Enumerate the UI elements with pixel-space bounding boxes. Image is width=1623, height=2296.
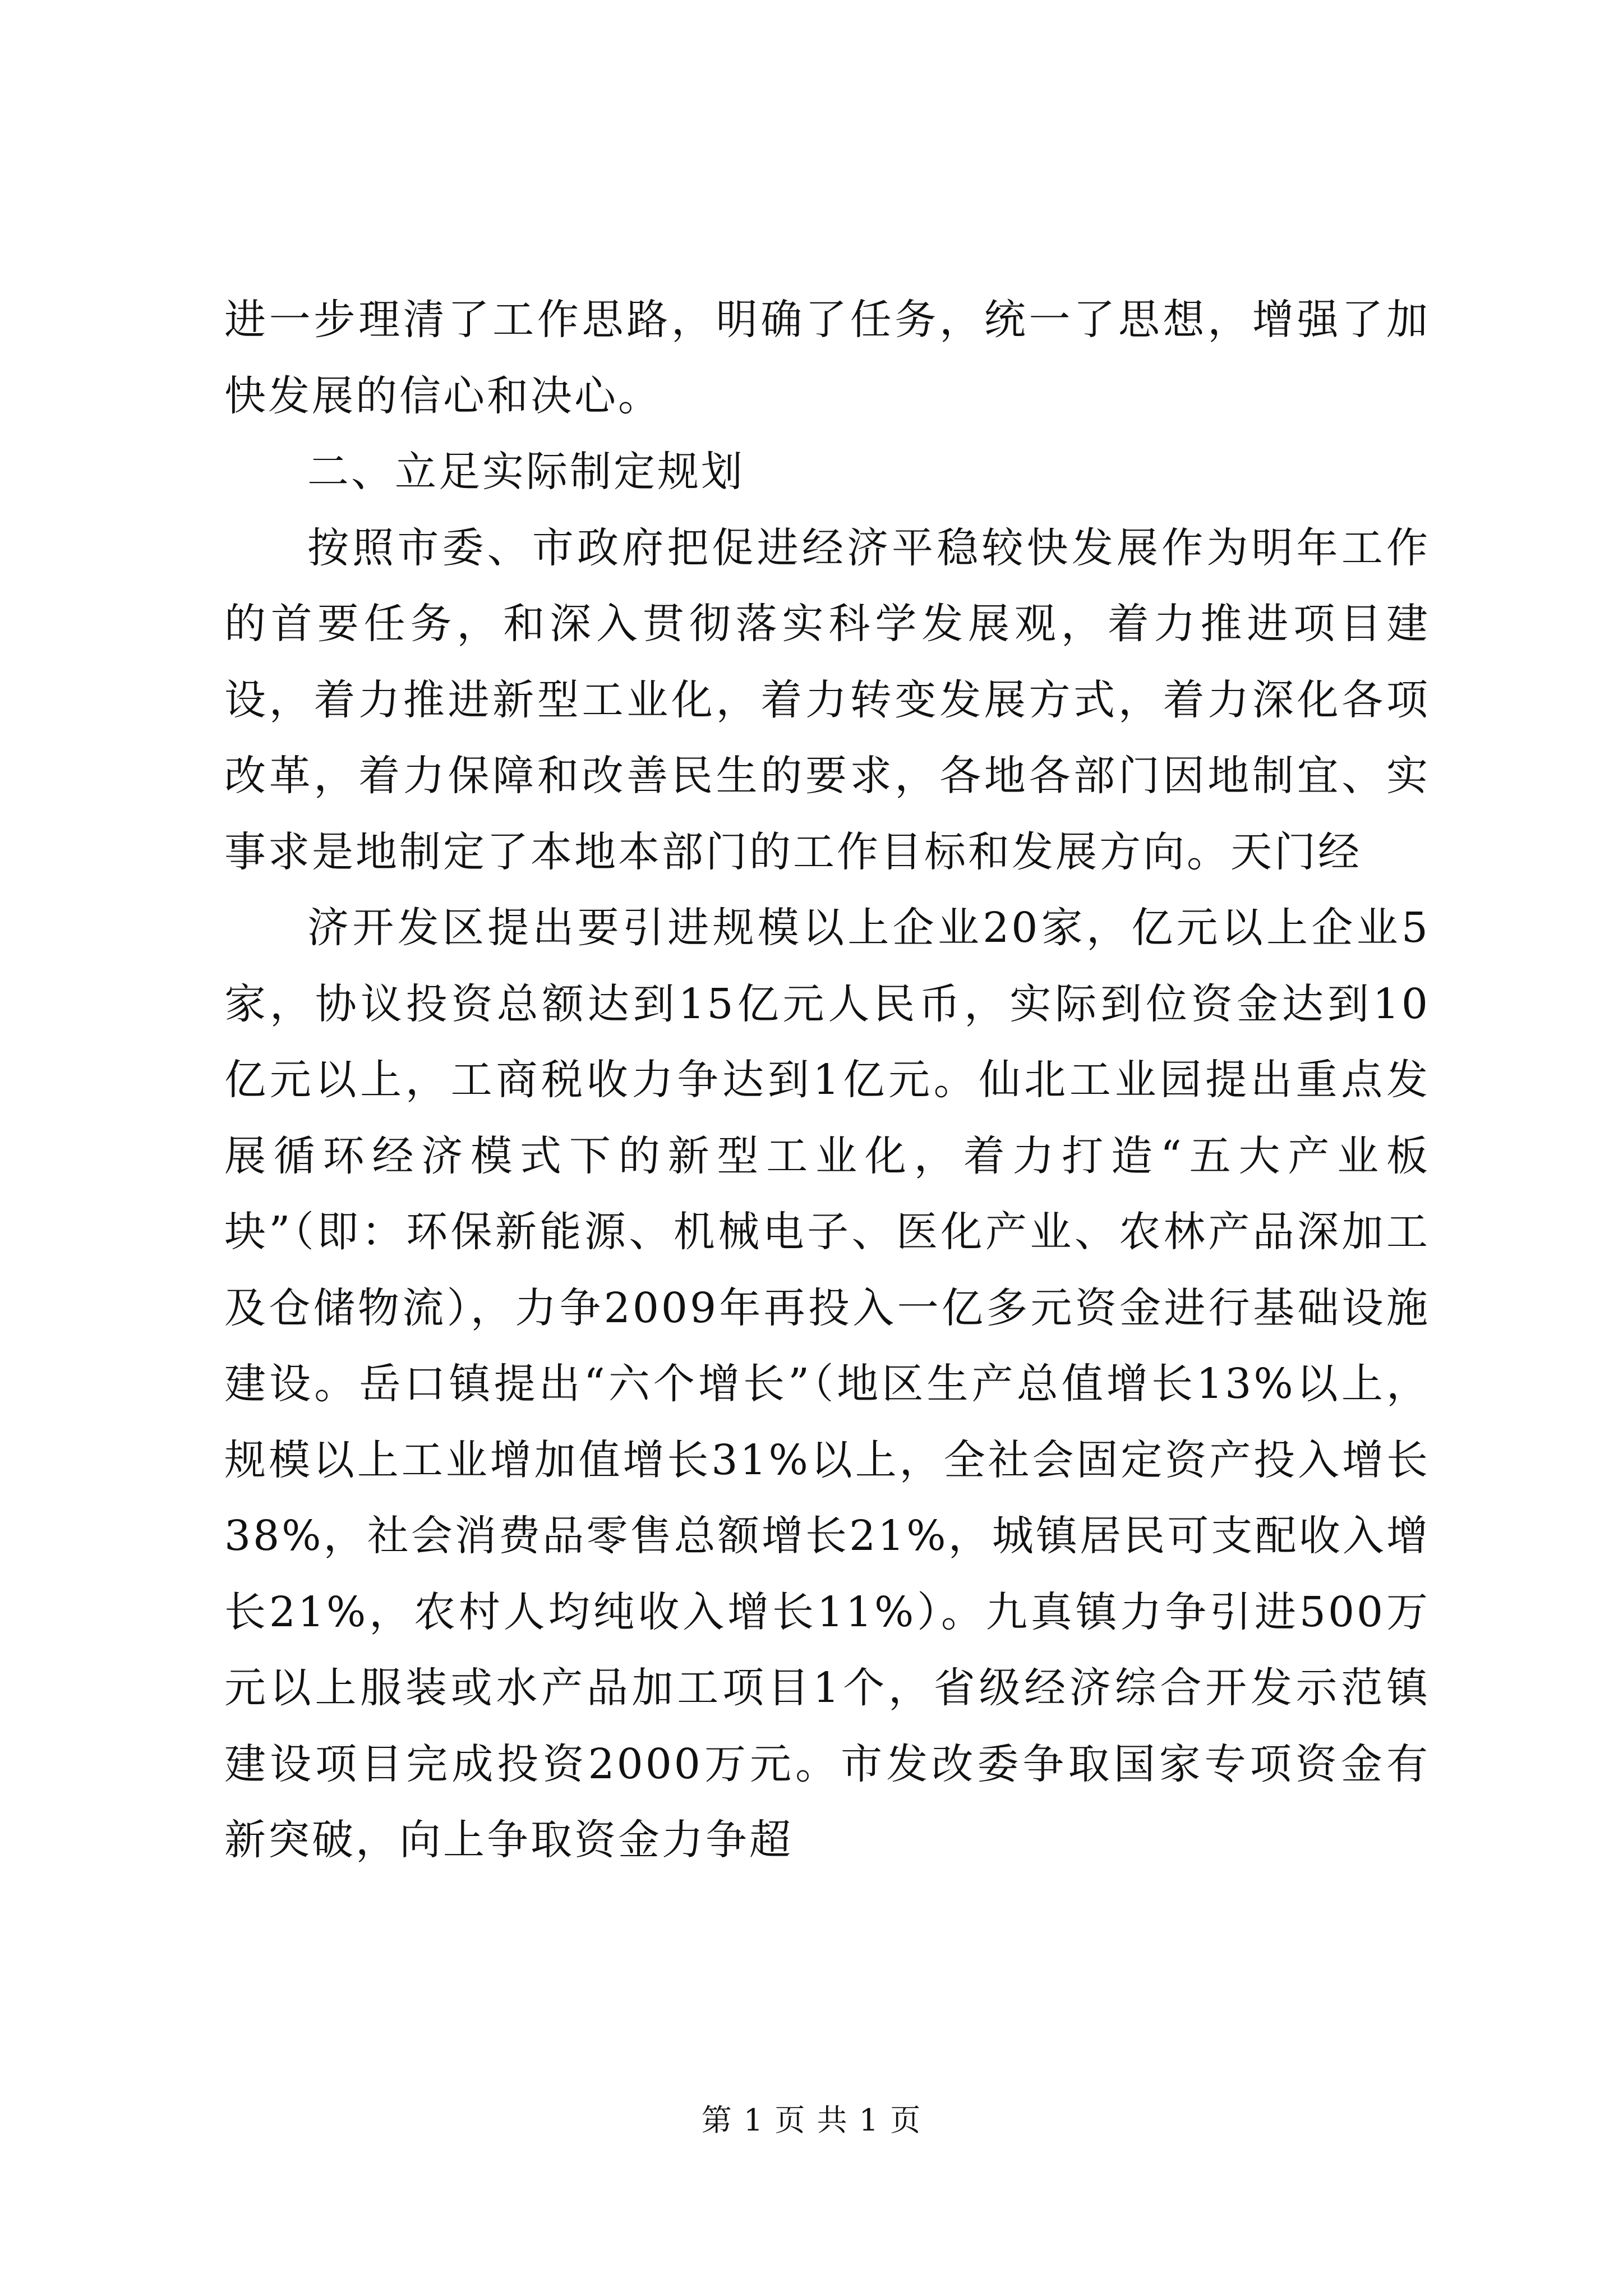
paragraph-1: 进一步理清了工作思路，明确了任务，统一了思想，增强了加快发展的信心和决心。 [224,296,1430,420]
paragraph-4: 济开发区提出要引进规模以上企业20家，亿元以上企业5家，协议投资总额达到15亿元人民币，实际到位资金达到10亿元以上，工商税收力争达到1亿元。仙北工业园提出重点发展循环经济模式下的新型工业化，着力打造“五大产业板块”（即：环保新能源、机械电子、医化产业、农林产品深加工及仓储物流），力争2009年再投入一亿多元资金进行基础设施建设。岳口镇提出“六个增长”（地区生产总值增长13%以上，规模以上工业增加值增长31%以上，全社会固定资产投入增长38%，社会消费品零售总额增长21%，城镇居民可支配收入增长21%，农村人均纯收入增长11%）。九真镇力争引进500万元以上服装或水产品加工项目1个，省级经济综合开发示范镇建设项目完成投资2000万元。市发改委争取国家专项资金有新突破，向上争取资金力争超 [224,904,1430,1864]
paragraph-3: 按照市委、市政府把促进经济平稳较快发展作为明年工作的首要任务，和深入贯彻落实科学发展观，着力推进项目建设，着力推进新型工业化，着力转变发展方式，着力深化各项改革，着力保障和改善民生的要求，各地各部门因地制宜、实事求是地制定了本地本部门的工作目标和发展方向。天门经 [224,523,1430,876]
section-heading: 二、立足实际制定规划 [307,448,745,496]
document-body [224,282,1430,1879]
page-number-footer: 第 1 页 共 1 页 [701,2102,922,2138]
